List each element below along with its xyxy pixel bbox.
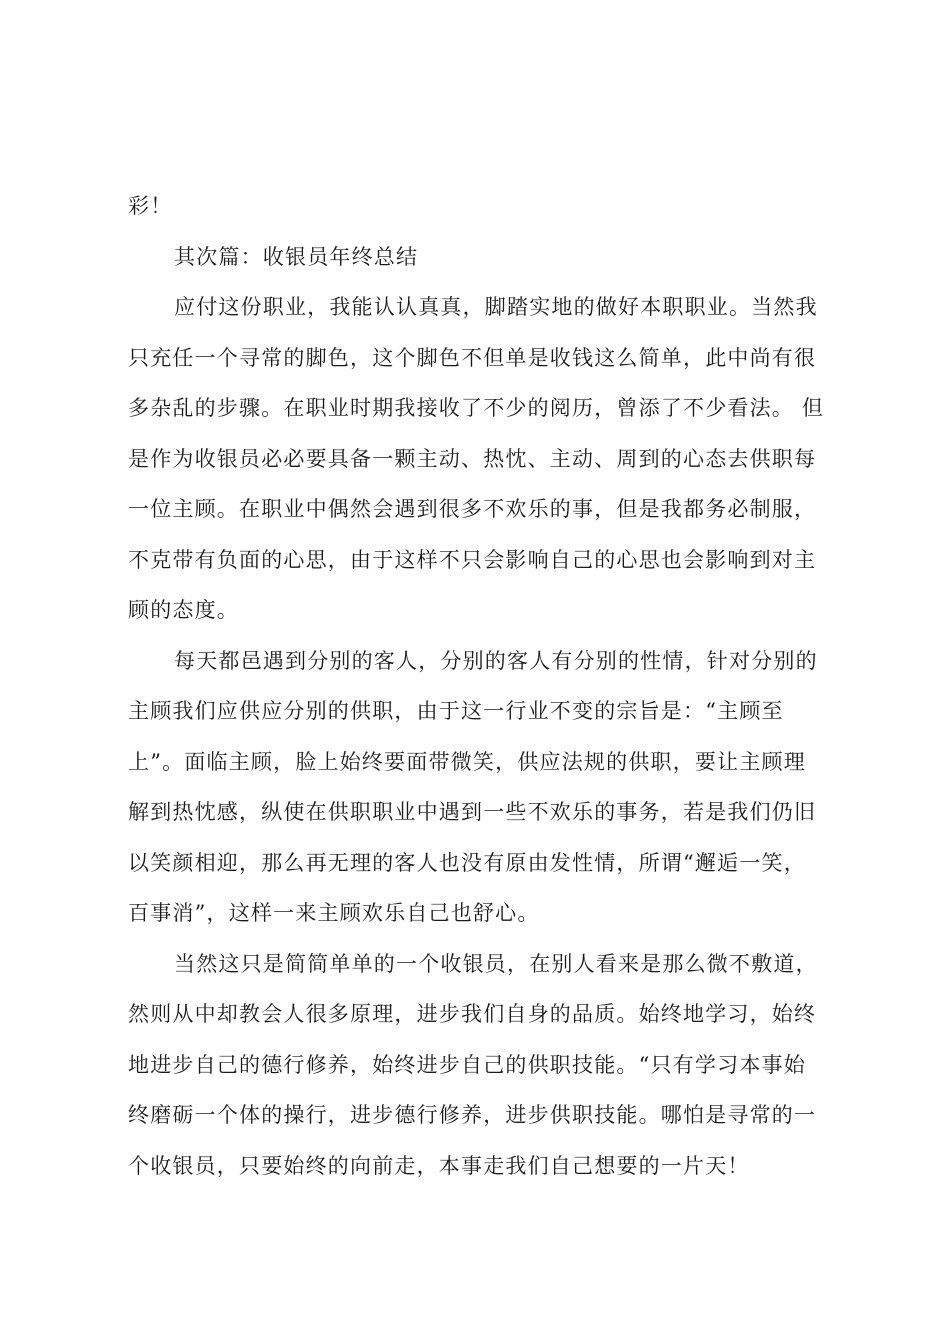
text-line: 顾的态度。 xyxy=(128,598,239,622)
text-line: 只充任一个寻常的脚色，这个脚色不但单是收钱这么简单，此中尚有很 xyxy=(128,345,817,370)
text-line: 终磨砺一个体的操行，进步德行修养，进步供职技能。哪怕是寻常的一 xyxy=(128,1103,817,1127)
text-line: 不克带有负面的心思，由于这样不只会影响自己的心思也会影响到对主 xyxy=(128,547,817,572)
text-line: 是作为收银员必必要具备一颗主动、热忱、主动、周到的心态去供职每 xyxy=(128,446,817,471)
text-line: 以笑颜相迎，那么再无理的客人也没有原由发性情，所谓“邂逅一笑， xyxy=(128,850,806,875)
text-line: 然则从中却教会人很多原理，进步我们自身的品质。始终地学习，始终 xyxy=(128,1002,817,1026)
text-line: 彩！ xyxy=(128,194,173,218)
text-line: 每天都邑遇到分别的客人，分别的客人有分别的性情，针对分别的 xyxy=(174,648,818,673)
text-line: 多杂乱的步骤。在职业时期我接收了不少的阅历，曾添了不少看法。 但 xyxy=(128,396,825,420)
text-line: 主顾我们应供应分别的供职，由于这一行业不变的宗旨是：“主顾至 xyxy=(128,699,784,723)
text-line: 应付这份职业，我能认认真真，脚踏实地的做好本职职业。当然我 xyxy=(174,295,818,319)
text-line: 上”。面临主顾，脸上始终要面带微笑，供应法规的供职，要让主顾理 xyxy=(128,749,806,774)
text-line: 一位主顾。在职业中偶然会遇到很多不欢乐的事，但是我都务必制服， xyxy=(128,497,817,521)
text-line: 当然这只是简简单单的一个收银员，在别人看来是那么微不敷道， xyxy=(174,951,818,976)
text-line: 解到热忱感，纵使在供职职业中遇到一些不欢乐的事务，若是我们仍旧 xyxy=(128,800,817,824)
text-line: 个收银员，只要始终的向前走，本事走我们自己想要的一片天！ xyxy=(128,1153,750,1178)
text-line: 地进步自己的德行修养，始终进步自己的供职技能。“只有学习本事始 xyxy=(128,1052,806,1077)
section-heading: 其次篇：收银员年终总结 xyxy=(174,244,419,269)
document-body xyxy=(128,186,834,1196)
text-line: 百事消”，这样一来主顾欢乐自己也舒心。 xyxy=(128,901,540,925)
